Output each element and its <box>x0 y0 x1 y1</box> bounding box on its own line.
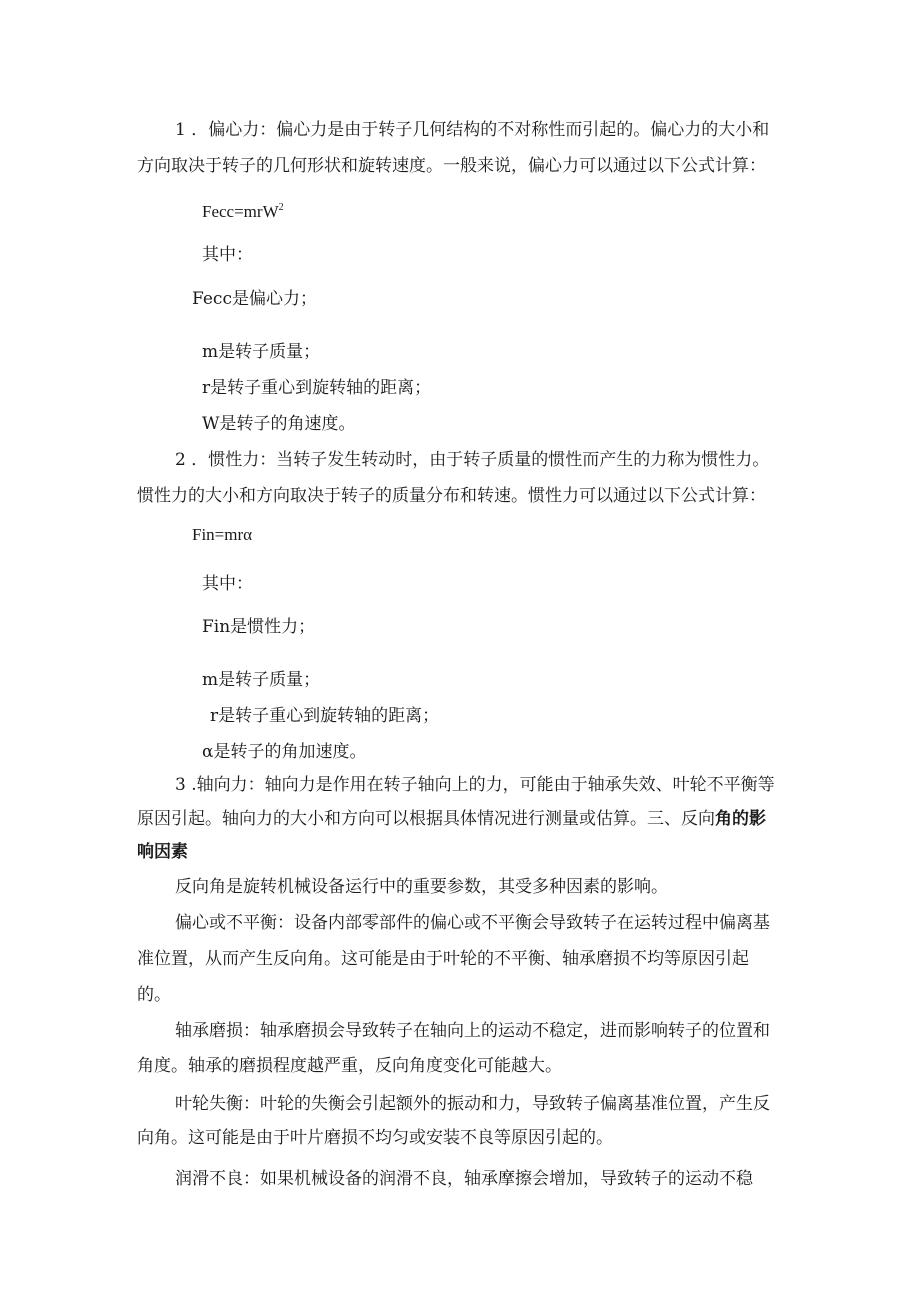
definition-m-2: m是转子质量； <box>202 670 321 690</box>
paragraph-inertia-force-line-1: 2 ．惯性力：当转子发生转动时，由于转子质量的惯性而产生的力称为惯性力。 <box>175 450 770 470</box>
section-heading-part-1: 角的影 <box>715 809 766 829</box>
formula-inertia-force: Fin=mrα <box>192 525 253 544</box>
formula-eccentric-force <box>202 197 284 223</box>
definition-fecc: Fecc是偏心力； <box>192 289 317 309</box>
paragraph-axial-force-line-2 <box>137 808 766 830</box>
paragraph-impeller-imbalance-line-2: 向角。这可能是由于叶片磨损不均匀或安装不良等原因引起的。 <box>137 1128 613 1148</box>
paragraph-inertia-force-line-2: 惯性力的大小和方向取决于转子的质量分布和转速。惯性力可以通过以下公式计算： <box>137 486 766 506</box>
definition-r-1: r是转子重心到旋转轴的距离； <box>202 378 432 398</box>
paragraph-bearing-wear-line-1: 轴承磨损：轴承磨损会导致转子在轴向上的运动不稳定，进而影响转子的位置和 <box>175 1021 770 1041</box>
where-label-2: 其中： <box>202 574 253 594</box>
section-heading-part-2: 响因素 <box>137 842 188 862</box>
definition-r-2: r是转子重心到旋转轴的距离； <box>210 706 440 726</box>
formula-eccentric-force-exponent: 2 <box>278 202 284 213</box>
where-label-1: 其中： <box>202 245 253 265</box>
paragraph-bearing-wear-line-2: 角度。轴承的磨损程度越严重，反向角度变化可能越大。 <box>137 1056 562 1076</box>
definition-m-1: m是转子质量； <box>202 342 321 362</box>
paragraph-eccentric-force-line-2: 方向取决于转子的几何形状和旋转速度。一般来说，偏心力可以通过以下公式计算： <box>137 156 766 176</box>
paragraph-impeller-imbalance-line-1: 叶轮失衡：叶轮的失衡会引起额外的振动和力，导致转子偏离基准位置，产生反 <box>175 1094 770 1114</box>
formula-eccentric-force-main: Fecc=mrW <box>202 202 279 221</box>
paragraph-eccentricity-line-1: 偏心或不平衡：设备内部零部件的偏心或不平衡会导致转子在运转过程中偏离基 <box>175 913 770 933</box>
definition-fin: Fin是惯性力； <box>202 617 316 637</box>
paragraph-eccentricity-line-3: 的。 <box>137 985 171 1005</box>
definition-alpha: α是转子的角加速度。 <box>202 742 367 762</box>
paragraph-eccentric-force-line-1: 1 ．偏心力：偏心力是由于转子几何结构的不对称性而引起的。偏心力的大小和 <box>175 120 770 140</box>
definition-w: W是转子的角速度。 <box>202 414 356 434</box>
paragraph-reverse-angle-intro: 反向角是旋转机械设备运行中的重要参数，其受多种因素的影响。 <box>175 877 668 897</box>
paragraph-poor-lubrication-line-1: 润滑不良：如果机械设备的润滑不良，轴承摩擦会增加，导致转子的运动不稳 <box>175 1169 753 1189</box>
paragraph-axial-force-line-1: 3 .轴向力：轴向力是作用在转子轴向上的力，可能由于轴承失效、叶轮不平衡等 <box>175 775 775 795</box>
paragraph-eccentricity-line-2: 准位置，从而产生反向角。这可能是由于叶轮的不平衡、轴承磨损不均等原因引起 <box>137 949 749 969</box>
axial-force-text: 原因引起。轴向力的大小和方向可以根据具体情况进行测量或估算。三、反向 <box>137 809 715 829</box>
